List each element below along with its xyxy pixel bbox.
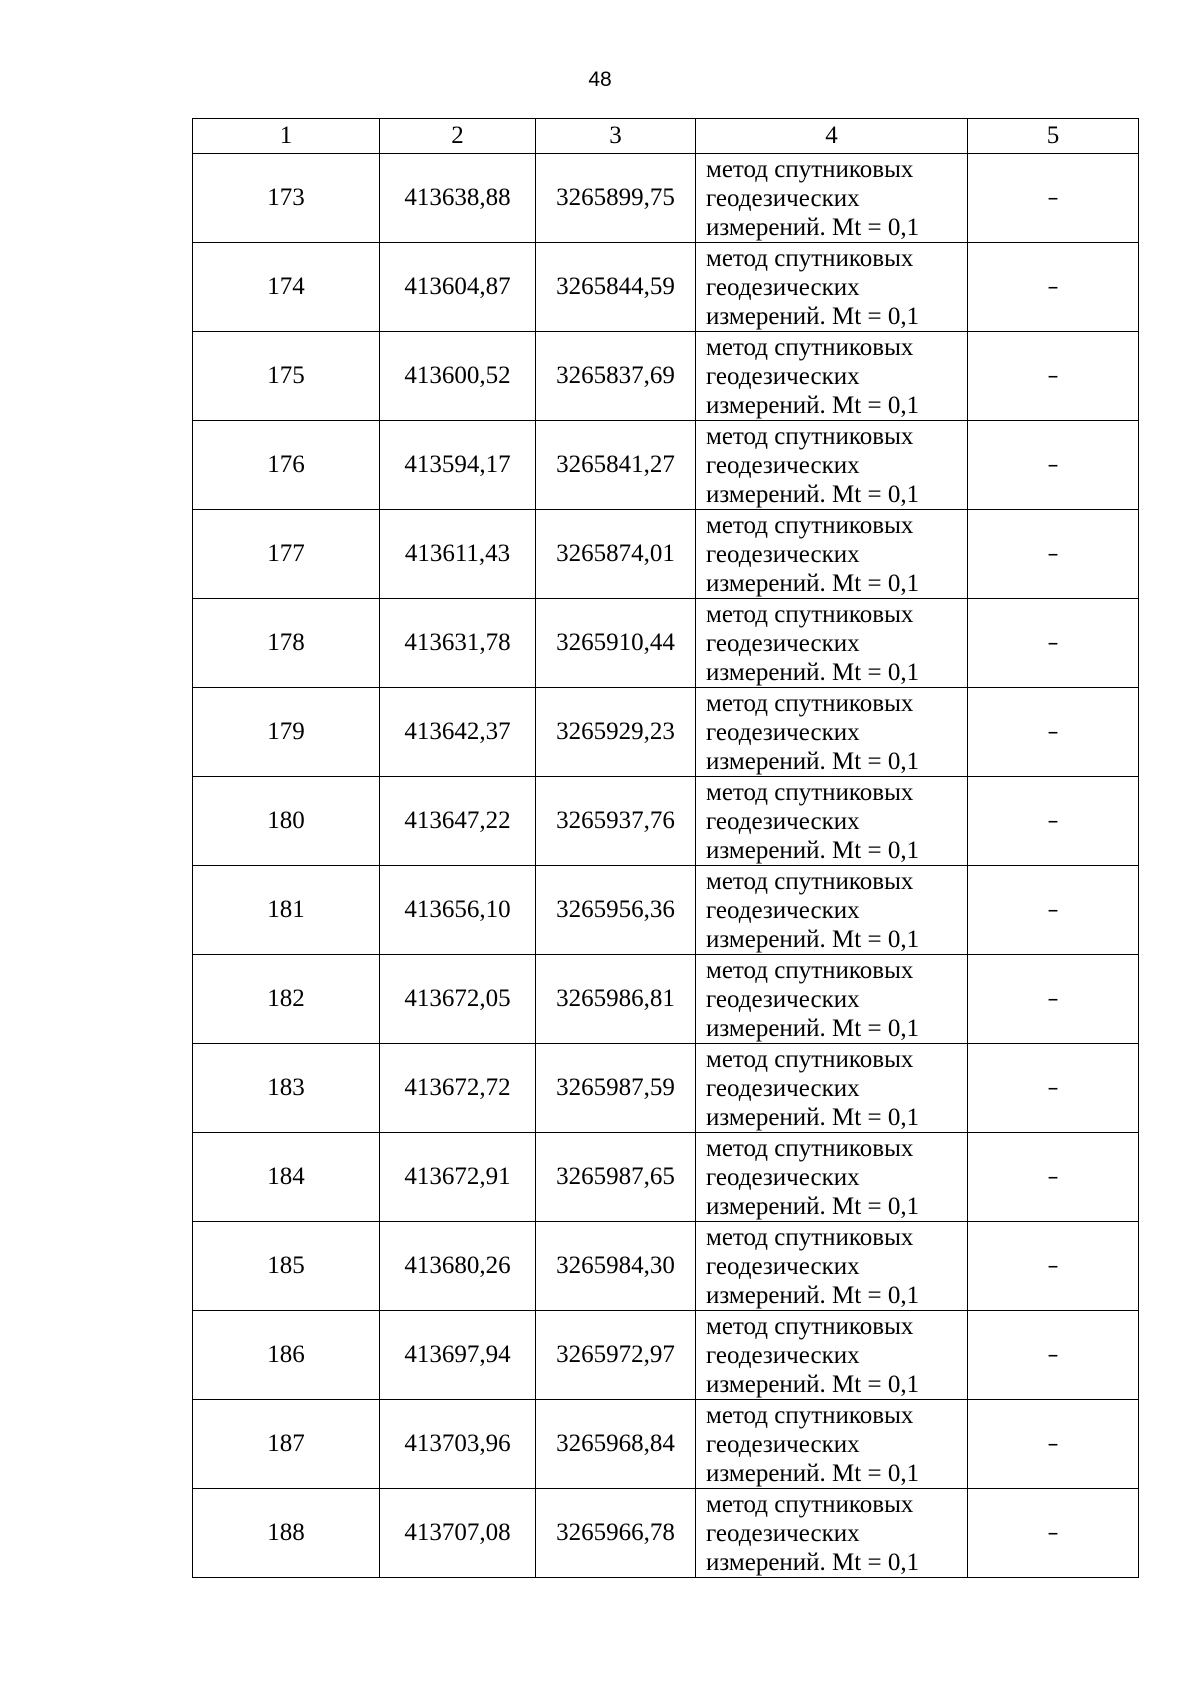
table-row	[193, 421, 1139, 510]
cell-coordinate-x: 413600,52	[380, 332, 536, 421]
cell-point-number: 184	[193, 1133, 380, 1222]
cell-note: –	[968, 1044, 1139, 1133]
cell-note: –	[968, 955, 1139, 1044]
cell-coordinate-x: 413594,17	[380, 421, 536, 510]
cell-coordinate-x: 413680,26	[380, 1222, 536, 1311]
cell-method: метод спутниковых геодезических измерений. Mt = 0,1	[696, 1222, 968, 1311]
cell-coordinate-y: 3265937,76	[536, 777, 696, 866]
cell-point-number: 175	[193, 332, 380, 421]
cell-coordinate-x: 413656,10	[380, 866, 536, 955]
cell-coordinate-y: 3265929,23	[536, 688, 696, 777]
cell-coordinate-y: 3265841,27	[536, 421, 696, 510]
cell-point-number: 180	[193, 777, 380, 866]
table-row	[193, 1400, 1139, 1489]
cell-coordinate-y: 3265986,81	[536, 955, 696, 1044]
cell-coordinate-y: 3265968,84	[536, 1400, 696, 1489]
cell-method: метод спутниковых геодезических измерений. Mt = 0,1	[696, 1311, 968, 1400]
cell-note: –	[968, 243, 1139, 332]
cell-coordinate-y: 3265899,75	[536, 154, 696, 243]
cell-coordinate-y: 3265837,69	[536, 332, 696, 421]
cell-coordinate-y: 3265844,59	[536, 243, 696, 332]
table-row	[193, 1489, 1139, 1578]
cell-method: метод спутниковых геодезических измерений. Mt = 0,1	[696, 510, 968, 599]
table-row	[193, 154, 1139, 243]
cell-coordinate-y: 3265972,97	[536, 1311, 696, 1400]
table-row	[193, 510, 1139, 599]
cell-note: –	[968, 1133, 1139, 1222]
cell-method: метод спутниковых геодезических измерений. Mt = 0,1	[696, 955, 968, 1044]
cell-coordinate-x: 413604,87	[380, 243, 536, 332]
cell-note: –	[968, 1222, 1139, 1311]
table-row	[193, 688, 1139, 777]
column-header-4: 4	[696, 119, 968, 154]
column-header-5: 5	[968, 119, 1139, 154]
column-header-1: 1	[193, 119, 380, 154]
cell-method: метод спутниковых геодезических измерений. Mt = 0,1	[696, 1133, 968, 1222]
cell-point-number: 176	[193, 421, 380, 510]
cell-note: –	[968, 866, 1139, 955]
table-row	[193, 1311, 1139, 1400]
cell-note: –	[968, 688, 1139, 777]
cell-coordinate-x: 413703,96	[380, 1400, 536, 1489]
table-row	[193, 866, 1139, 955]
cell-point-number: 173	[193, 154, 380, 243]
table-row	[193, 777, 1139, 866]
table-row	[193, 1044, 1139, 1133]
cell-point-number: 188	[193, 1489, 380, 1578]
cell-method: метод спутниковых геодезических измерений. Mt = 0,1	[696, 1489, 968, 1578]
table-row	[193, 243, 1139, 332]
cell-note: –	[968, 510, 1139, 599]
cell-note: –	[968, 154, 1139, 243]
cell-point-number: 178	[193, 599, 380, 688]
cell-point-number: 177	[193, 510, 380, 599]
cell-point-number: 185	[193, 1222, 380, 1311]
cell-coordinate-y: 3265987,59	[536, 1044, 696, 1133]
cell-method: метод спутниковых геодезических измерений. Mt = 0,1	[696, 599, 968, 688]
cell-coordinate-x: 413707,08	[380, 1489, 536, 1578]
header-row	[193, 119, 1139, 154]
cell-method: метод спутниковых геодезических измерений. Mt = 0,1	[696, 332, 968, 421]
table-row	[193, 1222, 1139, 1311]
cell-note: –	[968, 777, 1139, 866]
cell-coordinate-x: 413631,78	[380, 599, 536, 688]
cell-coordinate-x: 413697,94	[380, 1311, 536, 1400]
cell-point-number: 181	[193, 866, 380, 955]
cell-method: метод спутниковых геодезических измерений. Mt = 0,1	[696, 688, 968, 777]
cell-coordinate-x: 413647,22	[380, 777, 536, 866]
cell-coordinate-x: 413672,72	[380, 1044, 536, 1133]
cell-coordinate-y: 3265956,36	[536, 866, 696, 955]
cell-coordinate-y: 3265966,78	[536, 1489, 696, 1578]
cell-note: –	[968, 421, 1139, 510]
cell-point-number: 186	[193, 1311, 380, 1400]
table-row	[193, 955, 1139, 1044]
column-header-2: 2	[380, 119, 536, 154]
table-row	[193, 1133, 1139, 1222]
cell-point-number: 183	[193, 1044, 380, 1133]
table-body	[193, 154, 1139, 1578]
page-number: 48	[588, 68, 612, 91]
cell-method: метод спутниковых геодезических измерений. Mt = 0,1	[696, 777, 968, 866]
cell-coordinate-y: 3265984,30	[536, 1222, 696, 1311]
cell-coordinate-y: 3265910,44	[536, 599, 696, 688]
cell-method: метод спутниковых геодезических измерений. Mt = 0,1	[696, 421, 968, 510]
cell-coordinate-x: 413642,37	[380, 688, 536, 777]
cell-note: –	[968, 1400, 1139, 1489]
cell-note: –	[968, 599, 1139, 688]
cell-point-number: 187	[193, 1400, 380, 1489]
cell-point-number: 179	[193, 688, 380, 777]
column-header-3: 3	[536, 119, 696, 154]
cell-note: –	[968, 332, 1139, 421]
cell-method: метод спутниковых геодезических измерений. Mt = 0,1	[696, 243, 968, 332]
cell-point-number: 182	[193, 955, 380, 1044]
cell-coordinate-x: 413672,91	[380, 1133, 536, 1222]
cell-coordinate-x: 413672,05	[380, 955, 536, 1044]
cell-coordinate-y: 3265874,01	[536, 510, 696, 599]
cell-note: –	[968, 1489, 1139, 1578]
cell-method: метод спутниковых геодезических измерений. Mt = 0,1	[696, 1400, 968, 1489]
cell-coordinate-x: 413611,43	[380, 510, 536, 599]
cell-method: метод спутниковых геодезических измерений. Mt = 0,1	[696, 1044, 968, 1133]
cell-coordinate-x: 413638,88	[380, 154, 536, 243]
cell-coordinate-y: 3265987,65	[536, 1133, 696, 1222]
table-row	[193, 332, 1139, 421]
cell-note: –	[968, 1311, 1139, 1400]
table-row	[193, 599, 1139, 688]
cell-method: метод спутниковых геодезических измерений. Mt = 0,1	[696, 154, 968, 243]
coordinates-table	[192, 118, 1139, 1578]
cell-point-number: 174	[193, 243, 380, 332]
cell-method: метод спутниковых геодезических измерений. Mt = 0,1	[696, 866, 968, 955]
